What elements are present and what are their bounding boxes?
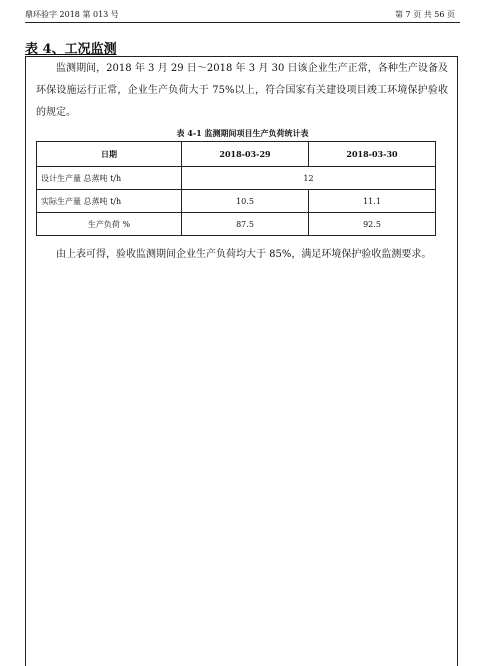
header-divider — [25, 22, 460, 23]
cell-load-day2: 92.5 — [309, 213, 436, 236]
table-row — [37, 190, 436, 213]
row-label-load: 生产负荷 % — [37, 213, 182, 236]
header-doc-number: 鼎环验字 2018 第 013 号 — [25, 10, 119, 19]
cell-actual-output-day2: 11.1 — [309, 190, 436, 213]
section-title: 表 4、工况监测 — [25, 42, 117, 57]
table-caption: 表 4-1 监测期间项目生产负荷统计表 — [176, 128, 309, 138]
table-row — [37, 167, 436, 190]
table-header-row — [37, 142, 436, 167]
table-row — [37, 213, 436, 236]
row-label-actual-output: 实际生产量 总蒸吨 t/h — [37, 190, 182, 213]
column-header-day1: 2018-03-29 — [182, 142, 309, 167]
production-load-table — [36, 141, 436, 236]
row-label-design-output: 设计生产量 总蒸吨 t/h — [37, 167, 182, 190]
cell-actual-output-day1: 10.5 — [182, 190, 309, 213]
cell-design-output-merged: 12 — [182, 167, 436, 190]
paragraph-monitoring-period: 监测期间，2018 年 3 月 29 日～2018 年 3 月 30 日该企业生产正常，各种生产设备及环保设施运行正常，企业生产负荷大于 75%以上，符合国家有关建设项目竣工环境保护验收的规定。 — [36, 63, 448, 118]
cell-load-day1: 87.5 — [182, 213, 309, 236]
paragraph-conclusion: 由上表可得，验收监测期间企业生产负荷均大于 85%，满足环境保护验收监测要求。 — [56, 249, 432, 260]
header-page-info: 第 7 页 共 56 页 — [395, 10, 455, 19]
column-header-date: 日期 — [37, 142, 182, 167]
column-header-day2: 2018-03-30 — [309, 142, 436, 167]
